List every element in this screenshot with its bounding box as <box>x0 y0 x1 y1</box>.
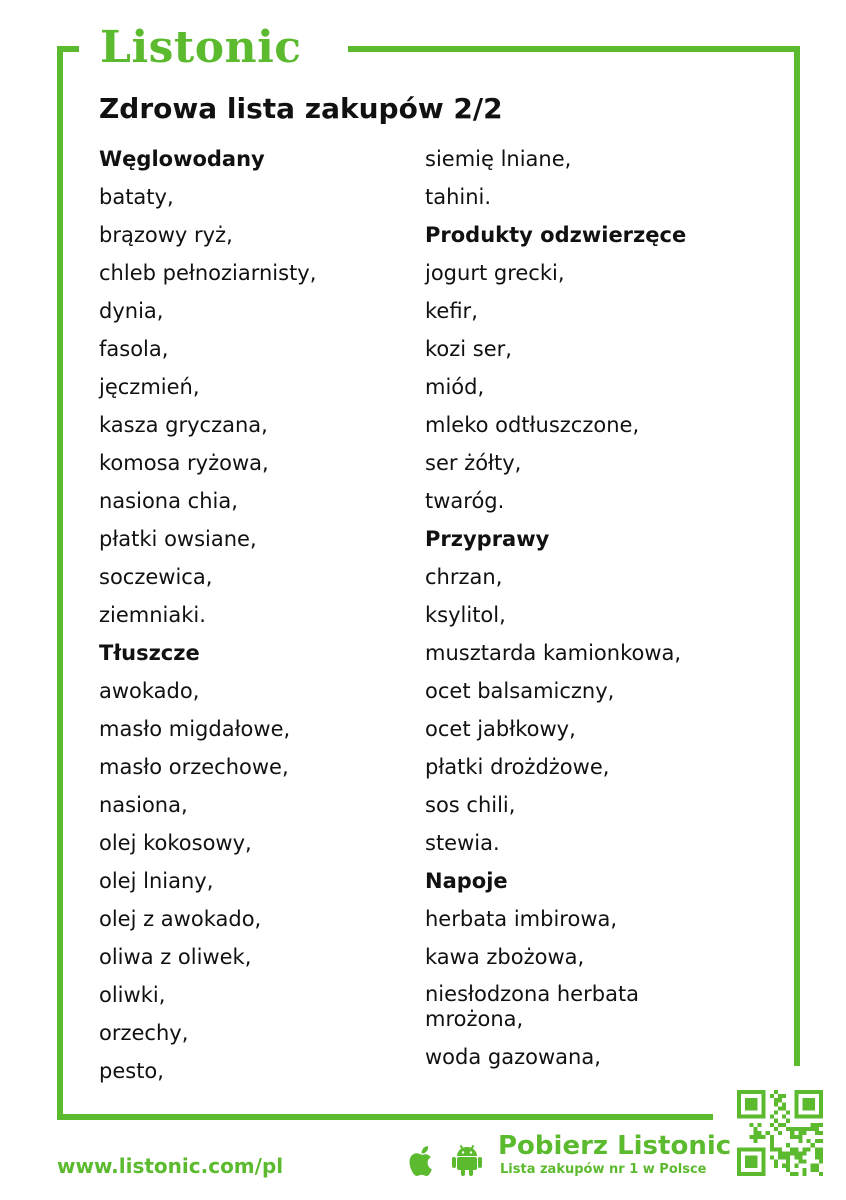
frame-border-left <box>57 46 63 1120</box>
list-item: fasola, <box>99 337 169 361</box>
list-item: musztarda kamionkowa, <box>425 641 682 665</box>
download-cta[interactable] <box>498 1130 731 1178</box>
category-heading: Węglowodany <box>99 147 265 171</box>
qr-code[interactable] <box>737 1090 823 1176</box>
list-item: ser żółty, <box>425 451 522 475</box>
list-item: kozi ser, <box>425 337 512 361</box>
list-item: masło migdałowe, <box>99 717 291 741</box>
list-item: tahini. <box>425 185 492 209</box>
apple-icon[interactable] <box>405 1142 439 1178</box>
list-item: kawa zbożowa, <box>425 945 585 969</box>
list-item: ksylitol, <box>425 603 506 627</box>
list-item: masło orzechowe, <box>99 755 289 779</box>
list-item: bataty, <box>99 185 174 209</box>
cta-title: Pobierz Listonic <box>498 1131 732 1161</box>
list-item: płatki drożdżowe, <box>425 755 610 779</box>
list-item: komosa ryżowa, <box>99 451 269 475</box>
list-item: oliwki, <box>99 983 166 1007</box>
list-item: olej z awokado, <box>99 907 262 931</box>
page-title: Zdrowa lista zakupów 2/2 <box>99 92 503 125</box>
list-item: sos chili, <box>425 793 516 817</box>
list-item: olej lniany, <box>99 869 214 893</box>
list-item: dynia, <box>99 299 164 323</box>
list-item: chleb pełnoziarnisty, <box>99 261 317 285</box>
list-item: stewia. <box>425 831 500 855</box>
list-item: ziemniaki. <box>99 603 206 627</box>
list-item: kefir, <box>425 299 478 323</box>
list-item: siemię lniane, <box>425 147 572 171</box>
list-item: nasiona chia, <box>99 489 238 513</box>
list-item: jęczmień, <box>99 375 200 399</box>
cta-subtitle: Lista zakupów nr 1 w Polsce <box>500 1162 707 1177</box>
category-heading: Przyprawy <box>425 527 550 551</box>
list-item: soczewica, <box>99 565 213 589</box>
list-item: orzechy, <box>99 1021 189 1045</box>
list-item: miód, <box>425 375 485 399</box>
list-item: niesłodzona herbata mrożona, <box>425 982 640 1031</box>
category-heading: Napoje <box>425 869 508 893</box>
android-icon[interactable] <box>450 1142 484 1178</box>
frame-border-top-right <box>348 46 800 52</box>
website-link[interactable]: www.listonic.com/pl <box>57 1154 284 1178</box>
list-item: olej kokosowy, <box>99 831 252 855</box>
category-heading: Tłuszcze <box>99 641 200 665</box>
list-item: mleko odtłuszczone, <box>425 413 640 437</box>
list-item: nasiona, <box>99 793 188 817</box>
list-item: płatki owsiane, <box>99 527 257 551</box>
list-item: kasza gryczana, <box>99 413 268 437</box>
list-item: pesto, <box>99 1059 164 1083</box>
frame-border-right <box>794 46 800 1066</box>
list-item: oliwa z oliwek, <box>99 945 252 969</box>
category-heading: Produkty odzwierzęce <box>425 223 687 247</box>
list-item: ocet jabłkowy, <box>425 717 576 741</box>
left-column <box>99 140 419 1090</box>
list-item: chrzan, <box>425 565 503 589</box>
list-item: awokado, <box>99 679 200 703</box>
list-item: jogurt grecki, <box>425 261 565 285</box>
right-column <box>425 140 725 1076</box>
frame-border-bottom <box>57 1114 713 1120</box>
list-item: brązowy ryż, <box>99 223 233 247</box>
list-item: ocet balsamiczny, <box>425 679 615 703</box>
brand-logo: Listonic <box>100 22 302 73</box>
list-item: herbata imbirowa, <box>425 907 618 931</box>
list-item: woda gazowana, <box>425 1045 601 1069</box>
list-item: twaróg. <box>425 489 505 513</box>
